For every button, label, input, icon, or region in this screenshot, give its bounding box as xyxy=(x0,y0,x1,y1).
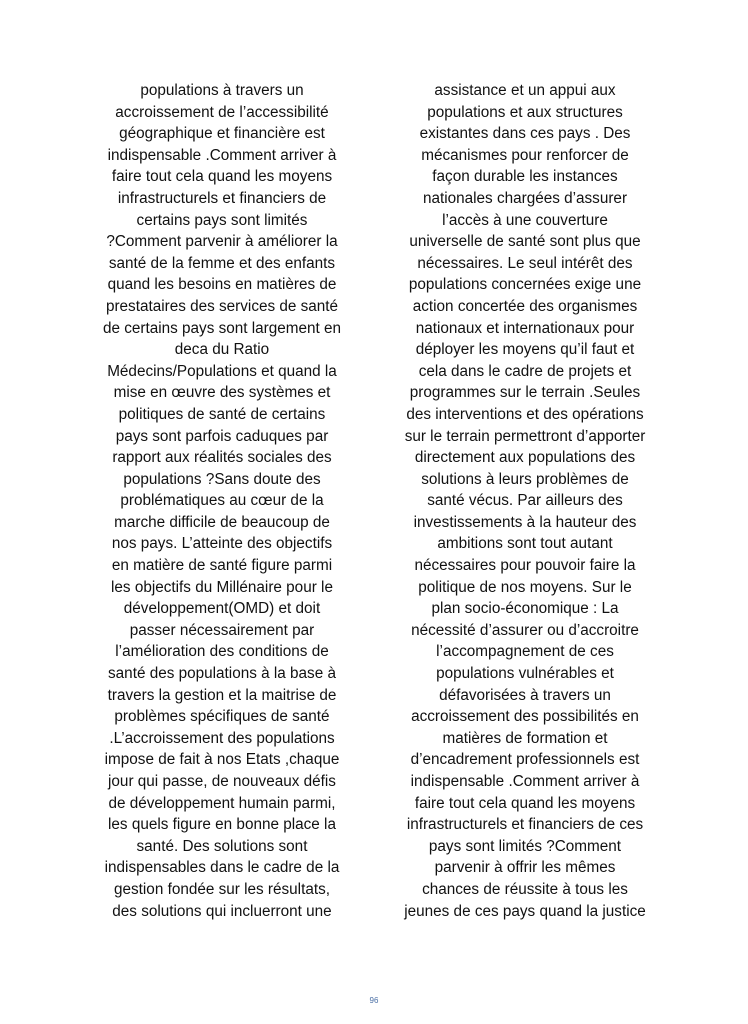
text-line: travers la gestion et la maitrise de xyxy=(107,686,337,704)
text-line: indispensable .Comment arriver à xyxy=(107,146,337,164)
text-line: matières de formation et xyxy=(442,729,608,747)
text-line: populations concernées exige une xyxy=(408,276,642,294)
text-line: pays sont parfois caduques par xyxy=(115,427,329,445)
text-line: jeunes de ces pays quand la justice xyxy=(404,902,646,920)
text-line: plan socio-économique : La xyxy=(431,600,619,618)
text-line: universelle de santé sont plus que xyxy=(409,233,641,251)
text-line: politique de nos moyens. Sur le xyxy=(418,578,632,596)
text-line: directement aux populations des xyxy=(414,449,636,467)
text-line: nationaux et internationaux pour xyxy=(415,319,635,337)
text-line: rapport aux réalités sociales des xyxy=(112,449,332,467)
text-line: Médecins/Populations et quand la xyxy=(107,362,337,380)
text-line: l’accès à une couverture xyxy=(442,211,608,229)
text-line: santé vécus. Par ailleurs des xyxy=(427,492,623,510)
text-line: infrastructurels et financiers de ces xyxy=(406,816,644,834)
text-line: populations ?Sans doute des xyxy=(123,470,321,488)
text-line: quand les besoins en matières de xyxy=(107,276,337,294)
text-line: des solutions qui incluerront une xyxy=(112,902,332,920)
text-line: l’accompagnement de ces xyxy=(436,643,614,661)
text-line: mécanismes pour renforcer de xyxy=(421,146,629,164)
text-line: nécessaires pour pouvoir faire la xyxy=(414,557,636,575)
text-line: marche difficile de beaucoup de xyxy=(114,513,330,531)
text-line: les quels figure en bonne place la xyxy=(108,816,336,834)
text-line: de développement humain parmi, xyxy=(108,794,336,812)
text-line: politiques de santé de certains xyxy=(118,405,326,423)
text-line: de certains pays sont largement en xyxy=(102,319,342,337)
text-line: façon durable les instances xyxy=(432,168,618,186)
text-line: parvenir à offrir les mêmes xyxy=(434,859,616,877)
text-line: problématiques au cœur de la xyxy=(120,492,324,510)
text-line: ambitions sont tout autant xyxy=(437,535,613,553)
text-line: sur le terrain permettront d’apporter xyxy=(404,427,646,445)
text-line: action concertée des organismes xyxy=(412,297,638,315)
text-line: en matière de santé figure parmi xyxy=(111,557,333,575)
text-line: accroissement des possibilités en xyxy=(411,708,639,726)
text-line: santé des populations à la base à xyxy=(108,665,336,683)
text-line: programmes sur le terrain .Seules xyxy=(409,384,641,402)
text-line: populations à travers un xyxy=(140,82,304,99)
text-line: assistance et un appui aux xyxy=(434,82,616,99)
left-text-column xyxy=(78,80,366,922)
text-line: faire tout cela quand les moyens xyxy=(414,794,636,812)
text-line: .L’accroissement des populations xyxy=(109,729,335,747)
text-line: passer nécessairement par xyxy=(129,621,315,639)
text-line: investissements à la hauteur des xyxy=(413,513,637,531)
text-line: l’amélioration des conditions de xyxy=(115,643,329,661)
text-line: d’encadrement professionnels est xyxy=(410,751,640,769)
text-line: santé. Des solutions sont xyxy=(136,837,308,855)
text-line: nationales chargées d’assurer xyxy=(422,189,628,207)
text-line: indispensable .Comment arriver à xyxy=(410,773,640,790)
text-line: géographique et financière est xyxy=(119,125,325,143)
text-line: impose de fait à nos Etats ,chaque xyxy=(104,751,340,769)
right-text-column xyxy=(381,80,669,922)
text-line: ?Comment parvenir à améliorer la xyxy=(106,233,338,251)
text-line: santé de la femme et des enfants xyxy=(108,254,336,272)
text-line: problèmes spécifiques de santé xyxy=(114,708,330,726)
text-line: mise en œuvre des systèmes et xyxy=(113,384,331,402)
text-line: nécessaires. Le seul intérêt des xyxy=(417,254,633,272)
text-line: gestion fondée sur les résultats, xyxy=(114,880,330,898)
text-line: prestataires des services de santé xyxy=(105,297,339,315)
text-line: jour qui passe, de nouveaux défis xyxy=(108,773,336,790)
text-line: deca du Ratio xyxy=(174,341,270,359)
text-line: solutions à leurs problèmes de xyxy=(421,470,629,488)
text-line: déployer les moyens qu’il faut et xyxy=(415,341,635,359)
text-line: faire tout cela quand les moyens xyxy=(111,168,333,186)
page-number: 96 xyxy=(369,996,379,1005)
text-line: populations vulnérables et xyxy=(436,665,614,683)
text-line: indispensables dans le cadre de la xyxy=(104,859,340,877)
text-line: des interventions et des opérations xyxy=(406,405,644,423)
text-line: chances de réussite à tous les xyxy=(422,880,628,898)
text-line: défavorisées à travers un xyxy=(439,686,611,704)
text-line: accroissement de l’accessibilité xyxy=(115,103,329,121)
text-line: pays sont limités ?Comment xyxy=(428,837,622,855)
text-line: existantes dans ces pays . Des xyxy=(419,125,631,143)
text-line: les objectifs du Millénaire pour le xyxy=(111,578,333,596)
text-line: cela dans le cadre de projets et xyxy=(418,362,632,380)
text-line: infrastructurels et financiers de xyxy=(117,189,327,207)
text-line: populations et aux structures xyxy=(427,103,623,121)
text-line: certains pays sont limités xyxy=(136,211,308,229)
text-line: nos pays. L’atteinte des objectifs xyxy=(111,535,333,553)
text-line: développement(OMD) et doit xyxy=(123,600,321,618)
text-line: nécessité d’assurer ou d’accroitre xyxy=(411,621,639,639)
